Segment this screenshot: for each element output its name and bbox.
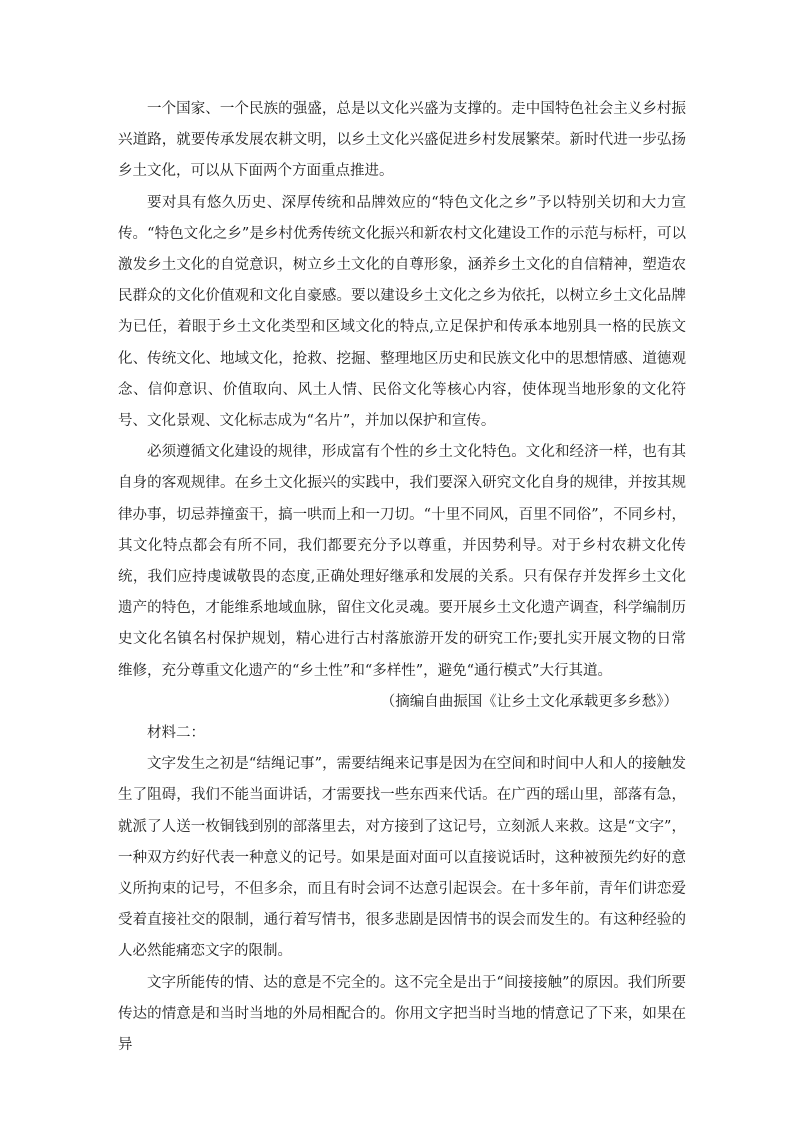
paragraph-cultural-rules: 必须遵循文化建设的规律，形成富有个性的乡土文化特色。文化和经济一样，也有其自身的客观规律。在乡土文化振兴的实践中，我们要深入研究文化自身的规律，并按其规律办事，切忌莽撞蛮干，搞一哄而上和一刀切。“十里不同风，百里不同俗”，不同乡村，其文化特点都会有所不同，我们都要充分予以尊重，并因势利导。对于乡村农耕文化传统，我们应持虔诚敬畏的态度,正确处理好继承和发展的关系。只有保存并发挥乡土文化遗产的特色，才能维系地域血脉，留住文化灵魂。要开展乡土文化遗产调查，科学编制历史文化名镇名村保护规划，精心进行古村落旅游开发的研究工作;要扎实开展文物的日常维修，充分尊重文化遗产的“乡土性”和“多样性”，避免“通行模式”大行其道。 (118, 444, 686, 679)
document-body (118, 94, 686, 1061)
paragraph-writing-limits: 文字所能传的情、达的意是不完全的。这不完全是出于“间接接触”的原因。我们所要传达的情意是和当时当地的外局相配合的。你用文字把当时当地的情意记了下来，如果在异 (118, 974, 686, 1054)
source-citation: （摘编自曲振国《让乡土文化承载更多乡愁》） (380, 693, 678, 710)
material-heading: 材料二： (147, 725, 205, 742)
paragraph-intro: 一个国家、一个民族的强盛，总是以文化兴盛为支撑的。走中国特色社会主义乡村振兴道路，就要传承发展农耕文明，以乡土文化兴盛促进乡村发展繁荣。新时代进一步弘扬乡土文化，可以从下面两个方面重点推进。 (118, 101, 686, 180)
paragraph-special-culture: 要对具有悠久历史、深厚传统和品牌效应的“特色文化之乡”予以特别关切和大力宣传。“特色文化之乡”是乡村优秀传统文化振兴和新农村文化建设工作的示范与标杆，可以激发乡土文化的自觉意识，树立乡土文化的自尊形象，涵养乡土文化的自信精神，塑造农民群众的文化价值观和文化自豪感。要以建设乡土文化之乡为依托，以树立乡土文化品牌为已任，着眼于乡土文化类型和区域文化的特点,立足保护和传承本地别具一格的民族文化、传统文化、地域文化，抢救、挖掘、整理地区历史和民族文化中的思想情感、道德观念、信仰意识、价值取向、风土人情、民俗文化等核心内容，使体现当地形象的文化符号、文化景观、文化标志成为“名片”，并加以保护和宣传。 (118, 194, 686, 430)
paragraph-writing-origin: 文字发生之初是“结绳记事”，需要结绳来记事是因为在空间和时间中人和人的接触发生了阻碍，我们不能当面讲话，才需要找一些东西来代话。在广西的瑶山里，部落有急，就派了人送一枚铜钱到别的部落里去，对方接到了这记号，立刻派人来救。这是“文字”，一种双方约好代表一种意义的记号。如果是面对面可以直接说话时，这种被预先约好的意义所拘束的记号，不但多余，而且有时会词不达意引起误会。在十多年前，青年们讲恋爱受着直接社交的限制，通行着写情书，很多悲剧是因情书的误会而发生的。有这种经验的人必然能痛恋文字的限制。 (118, 756, 686, 960)
